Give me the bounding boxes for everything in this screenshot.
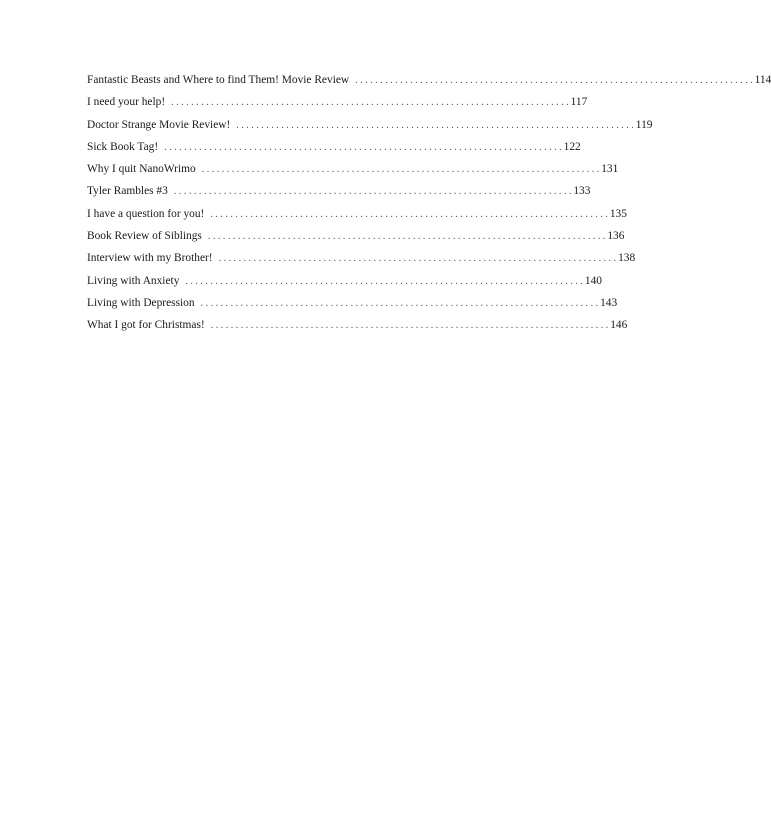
toc-entry-title: Sick Book Tag! (87, 140, 159, 153)
toc-entry[interactable] (87, 203, 627, 225)
toc-entry-page: 138 (618, 252, 636, 265)
toc-dot-leader: . . . . . . . . . . . . . . . . . . . . . . . . . . . . . . . . . . . . . . . . . . . . . . . . . . . . . . . . . . . . . . . . . . . . . . . . . . . . . . . . (207, 231, 606, 243)
toc-entry-page: 135 (609, 207, 627, 220)
toc-entry-page: 114 (754, 74, 771, 86)
toc-dot-leader: . . . . . . . . . . . . . . . . . . . . . . . . . . . . . . . . . . . . . . . . . . . . . . . . . . . . . . . . . . . . . . . . . . . . . . . . . . . . . . . . (210, 208, 608, 220)
toc-entry[interactable] (87, 114, 653, 136)
toc-entry-page: 143 (600, 296, 618, 309)
toc-entry-title: Tyler Rambles #3 (87, 185, 168, 198)
toc-entry-title: Fantastic Beasts and Where to find Them! Movie Review (87, 74, 350, 86)
toc-entry-title: I have a question for you! (87, 207, 205, 220)
toc-entry-page: 117 (570, 96, 588, 109)
toc-entry-page: 133 (573, 185, 591, 198)
toc-entry-title: Living with Depression (87, 296, 195, 309)
toc-dot-leader: . . . . . . . . . . . . . . . . . . . . . . . . . . . . . . . . . . . . . . . . . . . . . . . . . . . . . . . . . . . . . . . . . . . . . . . . . . . . . . . . (164, 141, 562, 153)
toc-entry-title: Why I quit NanoWrimo (87, 163, 196, 176)
table-of-contents (87, 69, 771, 337)
toc-dot-leader: . . . . . . . . . . . . . . . . . . . . . . . . . . . . . . . . . . . . . . . . . . . . . . . . . . . . . . . . . . . . . . . . . . . . . . . . . . . . . . . . (355, 75, 753, 86)
toc-entry[interactable] (87, 136, 581, 158)
toc-dot-leader: . . . . . . . . . . . . . . . . . . . . . . . . . . . . . . . . . . . . . . . . . . . . . . . . . . . . . . . . . . . . . . . . . . . . . . . . . . . . . . . . (236, 119, 634, 131)
toc-entry-title: Living with Anxiety (87, 274, 180, 287)
toc-entry-page: 131 (601, 163, 619, 176)
toc-dot-leader: . . . . . . . . . . . . . . . . . . . . . . . . . . . . . . . . . . . . . . . . . . . . . . . . . . . . . . . . . . . . . . . . . . . . . . . . . . . . . . . . (200, 297, 599, 309)
toc-entry-title: Interview with my Brother! (87, 252, 213, 265)
toc-entry-title: What I got for Christmas! (87, 319, 205, 332)
toc-entry-page: 146 (610, 319, 628, 332)
toc-entry-page: 119 (635, 118, 653, 131)
toc-dot-leader: . . . . . . . . . . . . . . . . . . . . . . . . . . . . . . . . . . . . . . . . . . . . . . . . . . . . . . . . . . . . . . . . . . . . . . . . . . . . . . . . (218, 253, 617, 265)
toc-dot-leader: . . . . . . . . . . . . . . . . . . . . . . . . . . . . . . . . . . . . . . . . . . . . . . . . . . . . . . . . . . . . . . . . . . . . . . . . . . . . . . . . (171, 97, 569, 109)
toc-entry[interactable] (87, 158, 619, 180)
toc-entry[interactable] (87, 225, 625, 247)
toc-entry-page: 136 (607, 230, 625, 243)
toc-entry[interactable] (87, 180, 591, 202)
toc-dot-leader: . . . . . . . . . . . . . . . . . . . . . . . . . . . . . . . . . . . . . . . . . . . . . . . . . . . . . . . . . . . . . . . . . . . . . . . . . . . . . . . . (185, 275, 583, 287)
toc-entry[interactable] (87, 91, 588, 113)
toc-dot-leader: . . . . . . . . . . . . . . . . . . . . . . . . . . . . . . . . . . . . . . . . . . . . . . . . . . . . . . . . . . . . . . . . . . . . . . . . . . . . . . . . (173, 186, 572, 198)
toc-entry[interactable] (87, 247, 636, 269)
toc-entry-title: Doctor Strange Movie Review! (87, 118, 231, 131)
toc-dot-leader: . . . . . . . . . . . . . . . . . . . . . . . . . . . . . . . . . . . . . . . . . . . . . . . . . . . . . . . . . . . . . . . . . . . . . . . . . . . . . . . . (201, 164, 600, 176)
toc-dot-leader: . . . . . . . . . . . . . . . . . . . . . . . . . . . . . . . . . . . . . . . . . . . . . . . . . . . . . . . . . . . . . . . . . . . . . . . . . . . . . . . . (210, 320, 609, 332)
toc-entry[interactable] (87, 270, 602, 292)
toc-entry[interactable] (87, 292, 618, 314)
toc-entry[interactable] (87, 69, 771, 91)
toc-entry-page: 140 (584, 274, 602, 287)
toc-entry-title: Book Review of Siblings (87, 230, 202, 243)
toc-entry-page: 122 (563, 140, 581, 153)
toc-entry-title: I need your help! (87, 96, 166, 109)
toc-entry[interactable] (87, 314, 628, 336)
